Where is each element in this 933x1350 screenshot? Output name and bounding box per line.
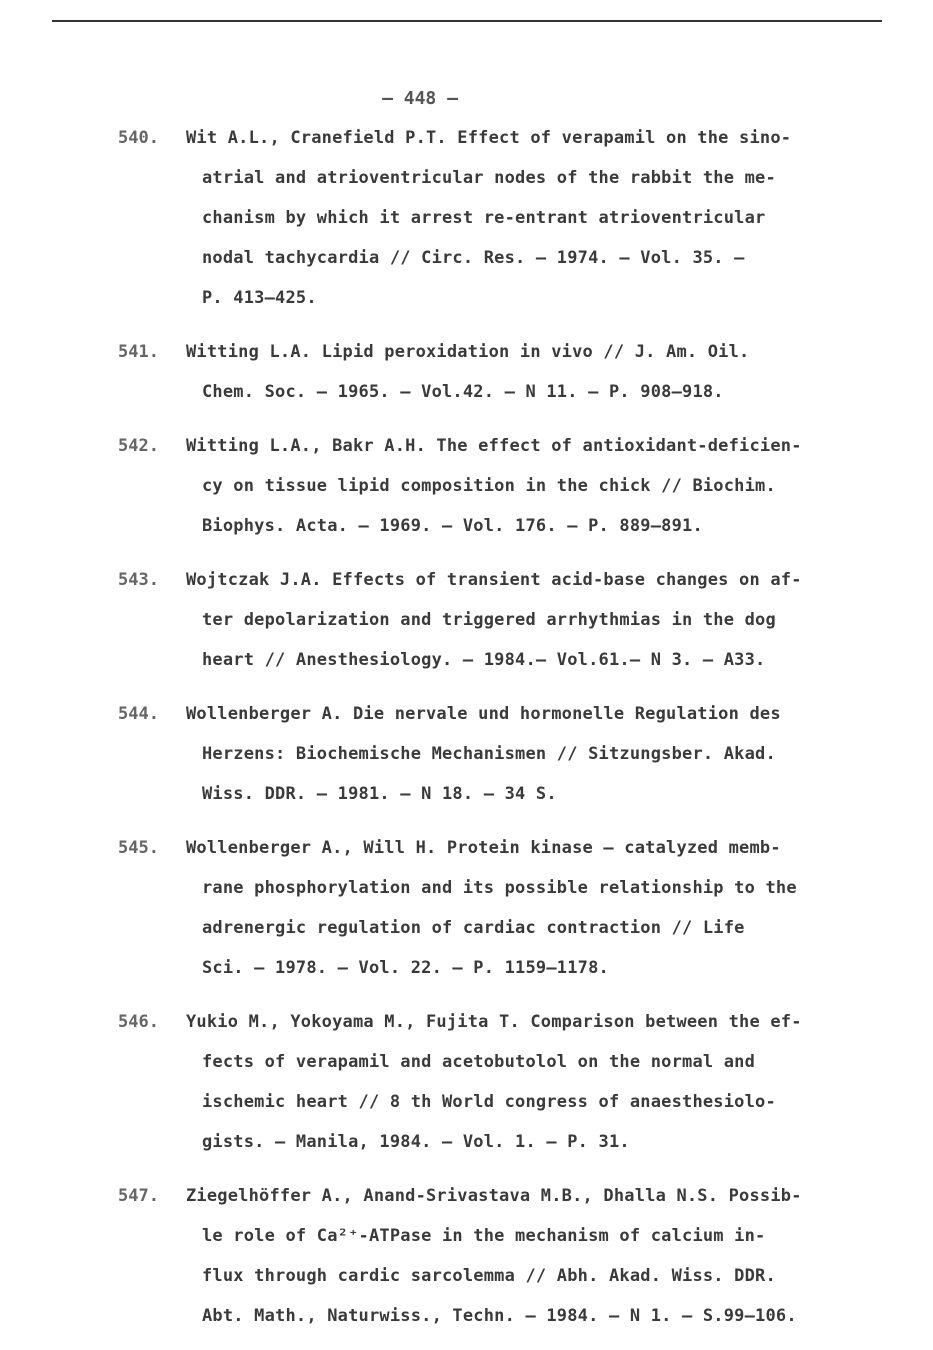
reference-entry xyxy=(118,828,888,988)
reference-text-line: fects of verapamil and acetobutolol on the normal and xyxy=(202,1052,756,1072)
reference-number: 547. xyxy=(118,1186,159,1206)
reference-number: 545. xyxy=(118,838,159,858)
reference-list xyxy=(118,118,888,1350)
reference-text-line: adrenergic regulation of cardiac contraction // Life xyxy=(202,918,745,938)
reference-text-line: Sci. – 1978. – Vol. 22. – P. 1159–1178. xyxy=(202,958,609,978)
top-rule xyxy=(52,20,882,22)
reference-text-line: Biophys. Acta. – 1969. – Vol. 176. – P. 889–891. xyxy=(202,516,703,536)
reference-text-line: nodal tachycardia // Circ. Res. – 1974. – Vol. 35. – xyxy=(202,248,745,268)
reference-text-line: Wollenberger A., Will H. Protein kinase – catalyzed memb- xyxy=(186,838,781,858)
reference-entry xyxy=(118,332,888,412)
reference-text-line: Yukio M., Yokoyama M., Fujita T. Comparison between the ef- xyxy=(186,1012,802,1032)
reference-text-line: cy on tissue lipid composition in the chick // Biochim. xyxy=(202,476,776,496)
reference-text-line: chanism by which it arrest re-entrant atrioventricular xyxy=(202,208,766,228)
reference-text-line: P. 413–425. xyxy=(202,288,317,308)
reference-entry xyxy=(118,118,888,318)
reference-text-line: Herzens: Biochemische Mechanismen // Sitzungsber. Akad. xyxy=(202,744,776,764)
reference-text-line: atrial and atrioventricular nodes of the rabbit the me- xyxy=(202,168,776,188)
reference-entry xyxy=(118,1176,888,1336)
page-number: – 448 – xyxy=(382,88,458,109)
reference-text-line: ter depolarization and triggered arrhythmias in the dog xyxy=(202,610,776,630)
reference-text-line: Wiss. DDR. – 1981. – N 18. – 34 S. xyxy=(202,784,557,804)
reference-number: 542. xyxy=(118,436,159,456)
reference-text-line: ischemic heart // 8 th World congress of anaesthesiolo- xyxy=(202,1092,776,1112)
reference-number: 540. xyxy=(118,128,159,148)
reference-entry xyxy=(118,426,888,546)
reference-text-line: Ziegelhöffer A., Anand-Srivastava M.B., Dhalla N.S. Possib- xyxy=(186,1186,802,1206)
reference-entry xyxy=(118,560,888,680)
reference-text-line: Abt. Math., Naturwiss., Techn. – 1984. – N 1. – S.99–106. xyxy=(202,1306,797,1326)
reference-text-line: Witting L.A. Lipid peroxidation in vivo // J. Am. Oil. xyxy=(186,342,750,362)
reference-text-line: heart // Anesthesiology. – 1984.– Vol.61.– N 3. – A33. xyxy=(202,650,766,670)
reference-text-line: Wit A.L., Cranefield P.T. Effect of verapamil on the sino- xyxy=(186,128,792,148)
reference-number: 543. xyxy=(118,570,159,590)
reference-text-line: Wojtczak J.A. Effects of transient acid-base changes on af- xyxy=(186,570,802,590)
reference-text-line: Chem. Soc. – 1965. – Vol.42. – N 11. – P. 908–918. xyxy=(202,382,724,402)
reference-number: 544. xyxy=(118,704,159,724)
reference-number: 546. xyxy=(118,1012,159,1032)
reference-entry xyxy=(118,1002,888,1162)
reference-text-line: le role of Ca²⁺-ATPase in the mechanism of calcium in- xyxy=(202,1226,766,1246)
reference-text-line: Wollenberger A. Die nervale und hormonelle Regulation des xyxy=(186,704,781,724)
reference-text-line: flux through cardic sarcolemma // Abh. Akad. Wiss. DDR. xyxy=(202,1266,776,1286)
reference-number: 541. xyxy=(118,342,159,362)
reference-text-line: gists. – Manila, 1984. – Vol. 1. – P. 31. xyxy=(202,1132,630,1152)
reference-entry xyxy=(118,694,888,814)
reference-text-line: rane phosphorylation and its possible relationship to the xyxy=(202,878,797,898)
reference-text-line: Witting L.A., Bakr A.H. The effect of antioxidant-deficien- xyxy=(186,436,802,456)
